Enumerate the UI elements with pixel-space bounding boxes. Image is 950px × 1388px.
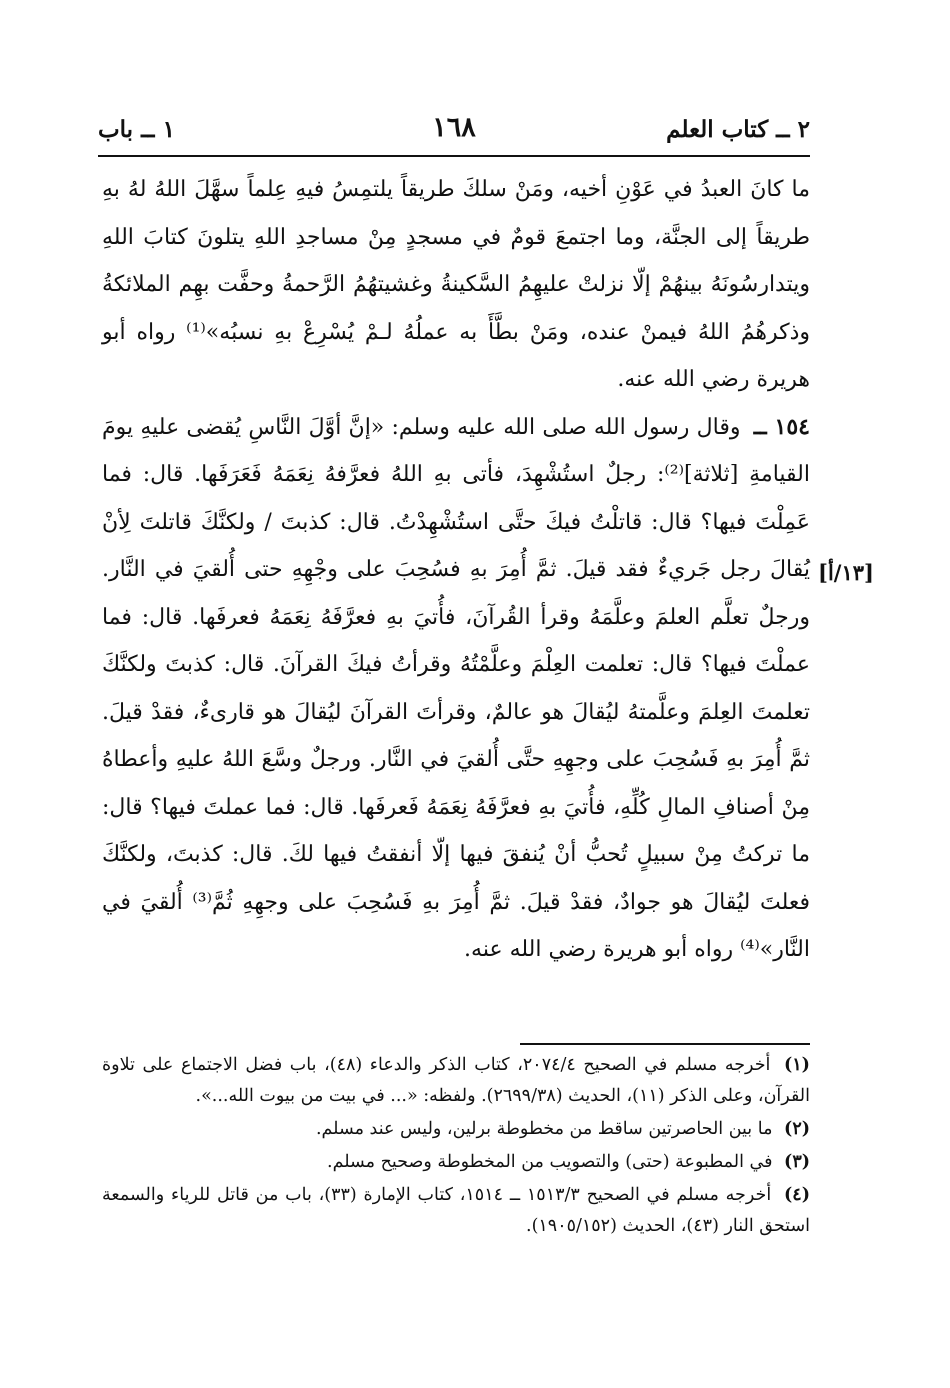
footnote-number: (٢) (784, 1119, 810, 1139)
footnote-number: (٣) (784, 1152, 810, 1172)
footnote-number: (١) (783, 1055, 810, 1075)
manuscript-folio-marker: [١٣/أ] (818, 560, 874, 585)
section-title: ١ ــ باب (98, 116, 175, 143)
footnote-text: أخرجه مسلم في الصحيح ١٥١٣/٣ ــ ١٥١٤، كتاب الإمارة (٣٣)، باب من قاتل للرياء والسمعة استحق النار (٤٣)، الحديث (١٩٠٥/١٥٢). (102, 1185, 810, 1236)
page-header (98, 112, 810, 152)
footnote (102, 1180, 810, 1242)
footnote-number: (٤) (784, 1185, 810, 1205)
footnote (102, 1114, 810, 1145)
hadith-number: ١٥٤ ــ (753, 413, 810, 440)
footnote-text: أخرجه مسلم في الصحيح ٢٠٧٤/٤، كتاب الذكر والدعاء (٤٨)، باب فضل الاجتماع على تلاوة القرآن، وعلى الذكر (١١)، الحديث (٢٦٩٩/٣٨). ولفظه: «... في بيت من بيوت الله...». (102, 1055, 810, 1106)
footnote-divider (520, 1043, 810, 1045)
hadith-paragraph (102, 404, 810, 974)
footnote (102, 1147, 810, 1178)
page-number: ١٦٨ (432, 112, 476, 143)
paragraph-continuation (102, 166, 810, 404)
paragraph-text: ما كانَ العبدُ في عَوْنِ أخيه، ومَنْ سلكَ طريقاً يلتمِسُ فيهِ عِلماً سهَّلَ اللهُ لهُ بهِ طريقاً إلى الجنَّة، وما اجتمعَ قومٌ في مسجدٍ مِنْ مساجدِ اللهِ يتلونَ كتابَ اللهِ ويتدارسُونَهُ بينهُمْ إلّا نزلتْ عليهِمُ السَّكينةُ وغشيتهُمُ الرَّحمةُ وحفَّت بهِم الملائكةُ وذكرهُمُ اللهُ فيمنْ عنده، ومَنْ بطَّأَ به عملُهُ لـمْ يُسْرِعْ بهِ نسبُه»⁽¹⁾ رواه أبو هريرة رضي الله عنه. (102, 177, 810, 392)
footnotes (102, 1050, 810, 1244)
footnote (102, 1050, 810, 1112)
main-text (102, 166, 810, 974)
footnote-text: ما بين الحاصرتين ساقط من مخطوطة برلين، وليس عند مسلم. (315, 1119, 773, 1139)
chapter-title: ٢ ــ كتاب العلم (666, 116, 810, 143)
paragraph-text: وقال رسول الله صلى الله عليه وسلم: «إنَّ أوَّلَ النَّاسِ يُقضى عليهِ يومَ القيامةِ [ثلاثة]⁽²⁾: رجلٌ استُشْهِدَ، فأتى بهِ اللهُ فعرَّفهُ نِعَمَهُ فَعَرَفَها. قال: فما عَمِلْتَ فيها؟ قال: قاتلْتُ فيكَ حتَّى استُشْهِدْتُ. قال: كذبتَ / ولكنَّكَ قاتلتَ لِأنْ يُقالَ رجل جَريءٌ فقد قيلَ. ثمَّ أُمِرَ بهِ فسُحِبَ على وجْهِهِ حتى أُلقيَ في النَّار. ورجلٌ تعلَّم العلمَ وعلَّمَهُ وقرأ القُرآنَ، فأُتيَ بهِ فعرَّفَهُ نِعَمَهُ فعرفَها. قال: فما عملْتَ فيها؟ قال: تعلمت العِلْمَ وعلَّمْتُهُ وقرأتُ فيكَ القرآنَ. قال: كذبتَ ولكنَّكَ تعلمتَ العِلمَ وعلَّمتهُ ليُقالَ هو عالمٌ، وقرأتَ القرآنَ ليُقالَ هو قارىءٌ، فقدْ قيلَ. ثمَّ أُمِرَ بهِ فَسُحِبَ على وجهِهِ حتَّى أُلقيَ في النَّار. ورجلٌ وسَّعَ اللهُ عليهِ وأعطاهُ مِنْ أصنافِ المالِ كُلِّهِ، فأُتيَ بهِ فعرَّفَهُ نِعَمَهُ فَعرفَها. قال: فما عملتَ فيها؟ قال: ما تركتُ مِنْ سبيلٍ تُحبُّ أنْ يُنفقَ فيها إلّا أنفقتُ فيها لكَ. قال: كذبتَ، ولكنَّكَ فعلتَ ليُقالَ هو جوادٌ، فقدْ قيلَ. ثمَّ أُمِرَ بهِ فَسُحِبَ على وجهِهِ ثُمَّ⁽³⁾ أُلقيَ في النَّار»⁽⁴⁾ رواه أبو هريرة رضي الله عنه. (102, 414, 810, 962)
header-divider (98, 155, 810, 157)
footnote-text: في المطبوعة (حتى) والتصويب من المخطوطة وصحيح مسلم. (327, 1152, 773, 1172)
